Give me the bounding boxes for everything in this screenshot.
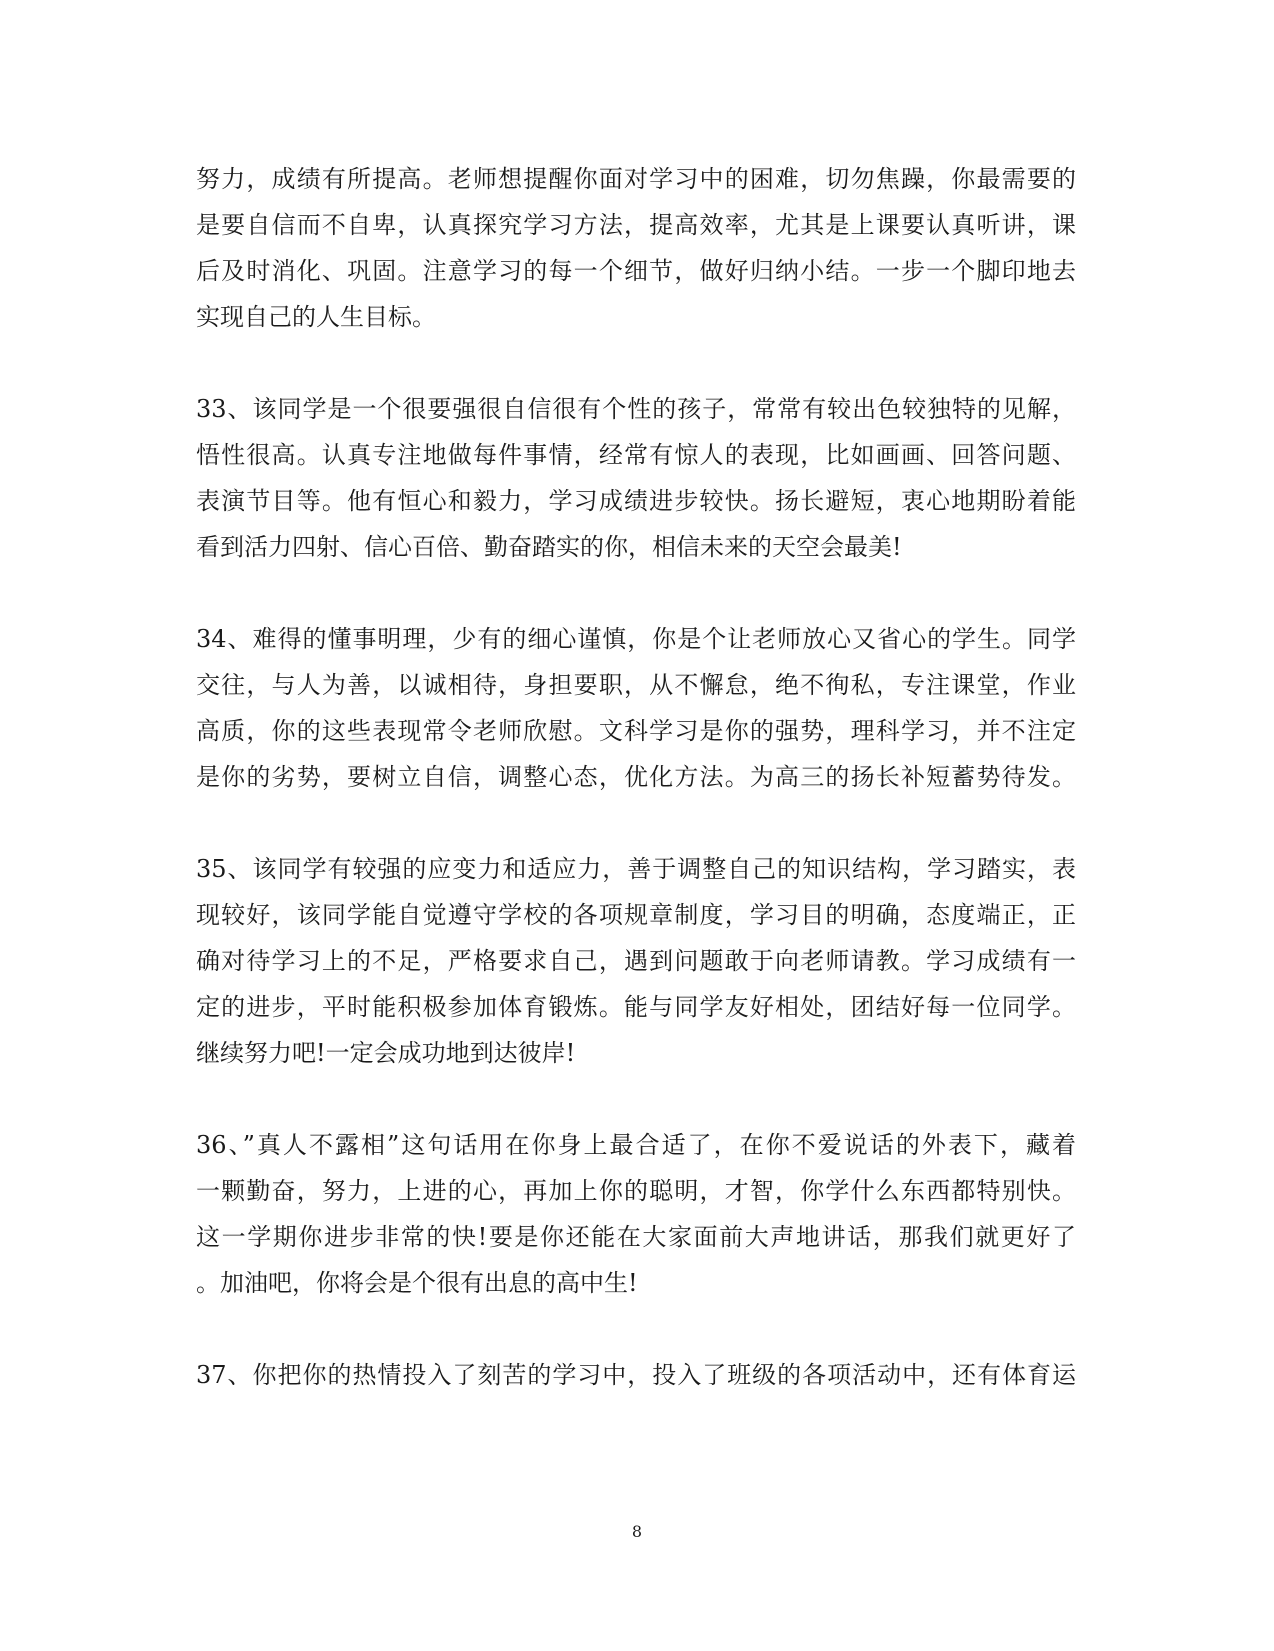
paragraph-line: 确对待学习上的不足，严格要求自己，遇到问题敢于向老师请教。学习成绩有一 — [196, 947, 1076, 975]
paragraph-line: 这一学期你进步非常的快!要是你还能在大家面前大声地讲话，那我们就更好了 — [196, 1223, 1076, 1251]
paragraph-line: 33、该同学是一个很要强很自信很有个性的孩子，常常有较出色较独特的见解， — [196, 395, 1076, 423]
paragraph-line: 是你的劣势，要树立自信，调整心态，优化方法。为高三的扬长补短蓄势待发。 — [196, 763, 1076, 791]
paragraph-line: 37、你把你的热情投入了刻苦的学习中，投入了班级的各项活动中，还有体育运 — [196, 1361, 1076, 1389]
paragraph-line: 35、该同学有较强的应变力和适应力，善于调整自己的知识结构，学习踏实，表 — [196, 855, 1076, 883]
paragraph-line: 定的进步，平时能积极参加体育锻炼。能与同学友好相处，团结好每一位同学。 — [196, 993, 1076, 1021]
paragraph-line: 继续努力吧!一定会成功地到达彼岸! — [196, 1039, 576, 1067]
paragraph-line: 看到活力四射、信心百倍、勤奋踏实的你，相信未来的天空会最美! — [196, 533, 902, 561]
paragraph-line: 努力，成绩有所提高。老师想提醒你面对学习中的困难，切勿焦躁，你最需要的 — [196, 165, 1076, 193]
paragraph-line: 是要自信而不自卑，认真探究学习方法，提高效率，尤其是上课要认真听讲，课 — [196, 211, 1076, 239]
paragraph-line: 悟性很高。认真专注地做每件事情，经常有惊人的表现，比如画画、回答问题、 — [196, 441, 1076, 469]
paragraph-line: 表演节目等。他有恒心和毅力，学习成绩进步较快。扬长避短，衷心地期盼着能 — [196, 487, 1076, 515]
paragraph-line: 。加油吧，你将会是个很有出息的高中生! — [196, 1269, 638, 1297]
paragraph-line: 36、”真人不露相”这句话用在你身上最合适了，在你不爱说话的外表下，藏着 — [196, 1131, 1076, 1159]
paragraph-line: 后及时消化、巩固。注意学习的每一个细节，做好归纳小结。一步一个脚印地去 — [196, 257, 1076, 285]
paragraph-line: 一颗勤奋，努力，上进的心，再加上你的聪明，才智，你学什么东西都特别快。 — [196, 1177, 1076, 1205]
paragraph-line: 34、难得的懂事明理，少有的细心谨慎，你是个让老师放心又省心的学生。同学 — [196, 625, 1076, 653]
paragraph-line: 高质，你的这些表现常令老师欣慰。文科学习是你的强势，理科学习，并不注定 — [196, 717, 1076, 745]
page-number: 8 — [631, 1522, 643, 1541]
paragraph-line: 实现自己的人生目标。 — [196, 303, 436, 331]
paragraph-line: 交往，与人为善，以诚相待，身担要职，从不懈怠，绝不徇私，专注课堂，作业 — [196, 671, 1076, 699]
paragraph-line: 现较好，该同学能自觉遵守学校的各项规章制度，学习目的明确，态度端正，正 — [196, 901, 1076, 929]
